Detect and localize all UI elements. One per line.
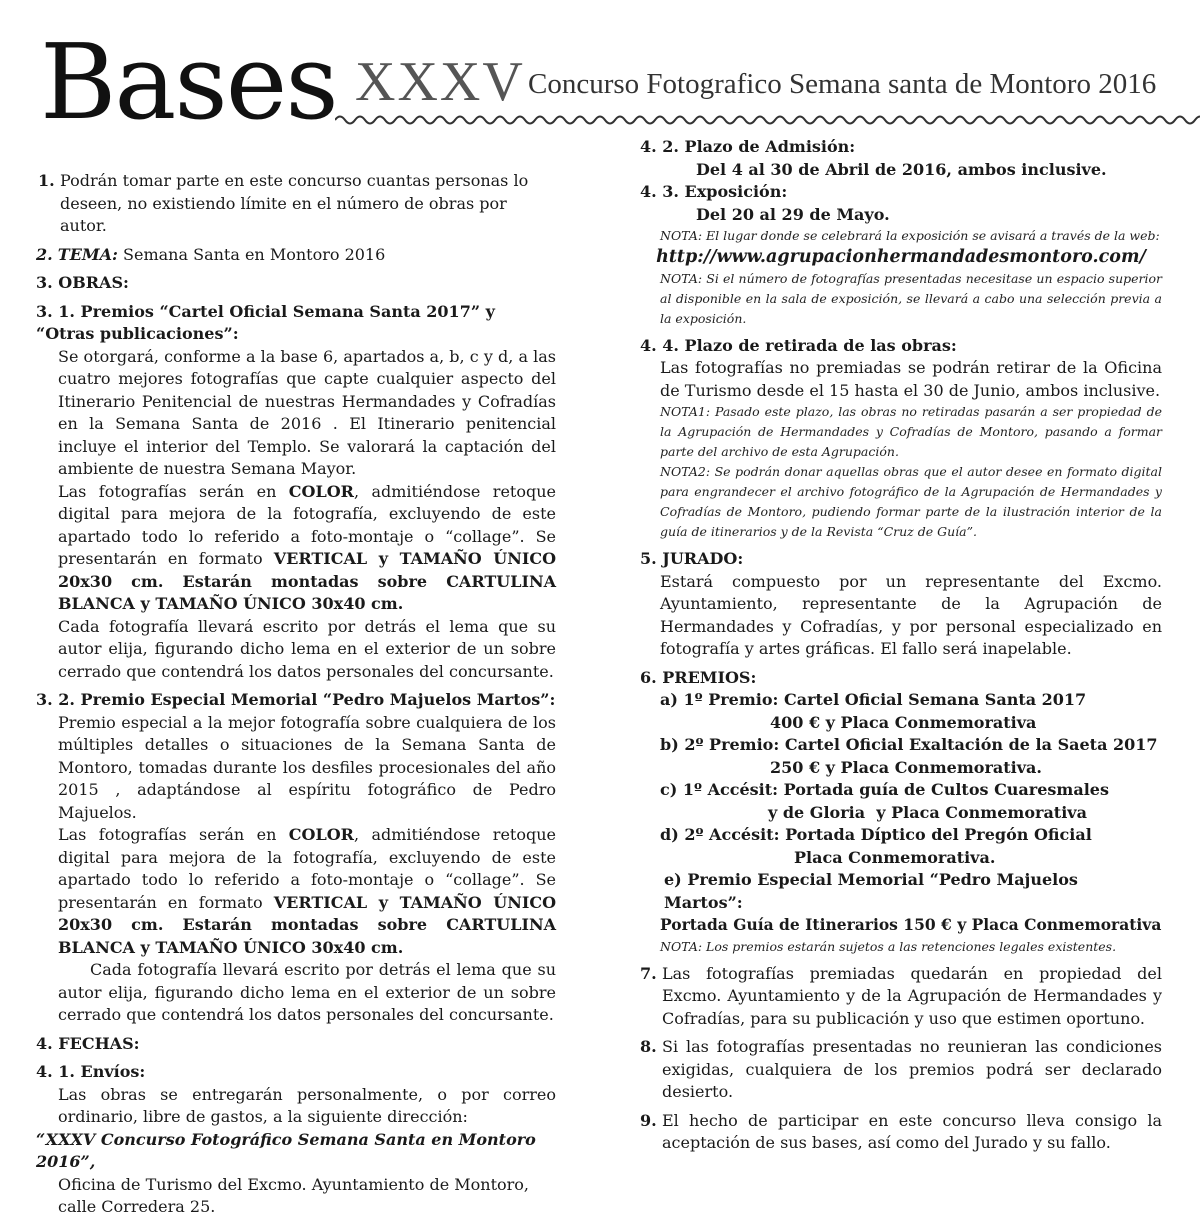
section-3-1-text: Se otorgará, conforme a la base 6, apartados a, b, c y d, a las cuatro mejores fotografías que capte cualquier aspecto del Itinerario Penitencial de nuestras Hermandades y Cofradías en la Semana Santa de 2016 . El Itinerario penitencial incluye el interior del Templo. Se valorará la captación del ambiente de nuestra Semana Mayor. xyxy=(58,346,556,478)
right-column xyxy=(640,136,1162,1155)
prize-line: b) 2º Premio: Cartel Oficial Exaltación de la Saeta 2017 xyxy=(660,735,1158,754)
rule-text: Podrán tomar parte en este concurso cuantas personas lo deseen, no existiendo límite en el número de obras por autor. xyxy=(60,171,529,235)
note-withdrawal-2: NOTA2: Se podrán donar aquellas obras que el autor desee en formato digital para engrandecer el archivo fotográfico de la Agrupación de Hermandades y Cofradías de Montoro, pudiendo formar parte de la ilustración interior de la guía de itinerarios y de la Revista “Cruz de Guía”. xyxy=(660,464,1162,539)
section-4-1-title: 4. 1. Envíos: xyxy=(36,1062,146,1081)
left-column xyxy=(36,170,556,1219)
prize-line: 400 € y Placa Conmemorativa xyxy=(770,712,1037,732)
section-jurado-title: 5. JURADO: xyxy=(640,549,744,568)
rule-text: Las fotografías premiadas quedarán en propiedad del Excmo. Ayuntamiento y de la Agrupación de Hermandades y Cofradías, para su publicación y uso que estimen oportuno. xyxy=(662,963,1162,1028)
rule-1 xyxy=(36,170,556,238)
prize-line: Portada Guía de Itinerarios 150 € y Placa Conmemorativa xyxy=(660,915,1162,934)
section-3-1-title: 3. 1. Premios “Cartel Oficial Semana Santa 2017” y “Otras publicaciones”: xyxy=(36,301,495,343)
rule-number: 1. xyxy=(38,171,55,190)
page-title: Bases xyxy=(40,21,337,143)
format-text: Las fotografías serán en xyxy=(58,825,289,844)
section-4-3-title: 4. 3. Exposición: xyxy=(640,182,788,201)
rule-text: El hecho de participar en este concurso lleva consigo la aceptación de sus bases, así como del Jurado y su fallo. xyxy=(662,1110,1162,1152)
address-title: “XXXV Concurso Fotográfico Semana Santa en Montoro 2016”, xyxy=(36,1129,536,1171)
section-jurado-text: Estará compuesto por un representante del Excmo. Ayuntamiento, representante de la Agrupación de Hermandades y Cofradías, y por personal especializado en fotografía y artes gráficas. El fallo será inapelable. xyxy=(660,571,1162,658)
rule-text: Si las fotografías presentadas no reunieran las condiciones exigidas, cualquiera de los premios podrá ser declarado desierto. xyxy=(662,1037,1162,1101)
contest-subtitle: Concurso Fotografico Semana santa de Montoro 2016 xyxy=(528,68,1157,100)
address-text: Oficina de Turismo del Excmo. Ayuntamiento de Montoro, calle Corredera 25. xyxy=(58,1174,529,1216)
rule-number: 2. xyxy=(36,244,53,264)
section-3-2-lema: Cada fotografía llevará escrito por detrás el lema que su autor elija, figurando dicho lema en el exterior de un sobre cerrado que contendrá los datos personales del concursante. xyxy=(58,960,556,1024)
rule-2 xyxy=(36,244,556,267)
format-text-2: , admitiéndose retoque digital para mejora de la fotografía, excluyendo de este apartado todo lo referido a foto-montaje o “collage”. Se presentarán en formato xyxy=(58,481,556,568)
format-color: COLOR xyxy=(288,825,354,844)
prize-line: 250 € y Placa Conmemorativa. xyxy=(770,757,1042,777)
format-text-2: , admitiéndose retoque digital para mejora de la fotografía, excluyendo de este apartado todo lo referido a foto-montaje o “collage”. Se presentarán en formato xyxy=(58,825,556,912)
section-4-2-dates: Del 4 al 30 de Abril de 2016, ambos inclusive. xyxy=(696,159,1107,179)
prize-line: y de Gloria y Placa Conmemorativa xyxy=(768,802,1087,822)
section-4-4-title: 4. 4. Plazo de retirada de las obras: xyxy=(640,335,957,355)
rule-8 xyxy=(640,1036,1162,1104)
format-text: Las fotografías serán en xyxy=(58,481,289,501)
section-4-3-dates: Del 20 al 29 de Mayo. xyxy=(696,204,890,224)
section-premios-title: 6. PREMIOS: xyxy=(640,667,757,687)
format-size: VERTICAL y TAMAÑO ÚNICO 20x30 cm. Estarán montadas sobre CARTULINA BLANCA y TAMAÑO ÚNICO 30x40 cm. xyxy=(58,549,556,613)
wavy-divider xyxy=(335,112,1200,128)
note-exhibition: NOTA: El lugar donde se celebrará la exposición se avisará a través de la web: xyxy=(660,228,1160,243)
section-4-4-text: Las fotografías no premiadas se podrán retirar de la Oficina de Turismo desde el 15 hasta el 30 de Junio, ambos inclusive. xyxy=(660,358,1162,400)
rule-9 xyxy=(640,1110,1162,1155)
rule-number: 9. xyxy=(640,1110,657,1130)
rule-number: 7. xyxy=(640,963,657,983)
prize-line: e) Premio Especial Memorial “Pedro Majuelos Martos”: xyxy=(664,870,1078,912)
rule-number: 8. xyxy=(640,1037,657,1056)
section-4-2-title: 4. 2. Plazo de Admisión: xyxy=(640,137,856,156)
section-3-2-text: Premio especial a la mejor fotografía sobre cualquiera de los múltiples detalles o situaciones de la Semana Santa de Montoro, tomadas durante los desfiles procesionales del año 2015 , adaptándose al espíritu fotográfico de Pedro Majuelos. xyxy=(58,712,556,822)
prize-line: d) 2º Accésit: Portada Díptico del Pregón Oficial xyxy=(660,825,1092,844)
format-color: COLOR xyxy=(288,481,354,501)
section-4-1-text: Las obras se entregarán personalmente, o por correo ordinario, libre de gastos, a la siguiente dirección: xyxy=(58,1084,556,1126)
section-3-1-format xyxy=(36,481,556,616)
section-3-2-title: 3. 2. Premio Especial Memorial “Pedro Majuelos Martos”: xyxy=(36,690,556,709)
section-3-1-lema: Cada fotografía llevará escrito por detrás el lema que su autor elija, figurando dicho lema en el exterior de un sobre cerrado que contendrá los datos personales del concursante. xyxy=(58,616,556,681)
rule-text: Semana Santa en Montoro 2016 xyxy=(123,244,386,264)
section-obras: 3. OBRAS: xyxy=(36,273,129,292)
rule-label: TEMA: xyxy=(57,244,118,264)
website-link[interactable]: http://www.agrupacionhermandadesmontoro.com/ xyxy=(656,247,1146,267)
note-selection: NOTA: Si el número de fotografías presentadas necesitase un espacio superior al disponible en la sala de exposición, se llevará a cabo una selección previa a la exposición. xyxy=(660,270,1162,326)
section-fechas: 4. FECHAS: xyxy=(36,1033,140,1053)
prize-line: a) 1º Premio: Cartel Oficial Semana Santa 2017 xyxy=(660,690,1087,709)
format-size: VERTICAL y TAMAÑO ÚNICO 20x30 cm. Estarán montadas sobre CARTULINA BLANCA y TAMAÑO ÚNICO 30x40 cm. xyxy=(58,892,556,957)
section-3-2-format xyxy=(36,824,556,959)
note-prizes: NOTA: Los premios estarán sujetos a las retenciones legales existentes. xyxy=(660,938,1117,954)
prize-line: c) 1º Accésit: Portada guía de Cultos Cuaresmales xyxy=(660,780,1109,799)
note-withdrawal-1: NOTA1: Pasado este plazo, las obras no retiradas pasarán a ser propiedad de la Agrupación de Hermandades y Cofradías de Montoro, pasando a formar parte del archivo de esta Agrupación. xyxy=(660,404,1162,459)
edition-number: XXXV xyxy=(355,51,525,113)
rule-7 xyxy=(640,963,1162,1031)
prize-line: Placa Conmemorativa. xyxy=(794,847,996,867)
